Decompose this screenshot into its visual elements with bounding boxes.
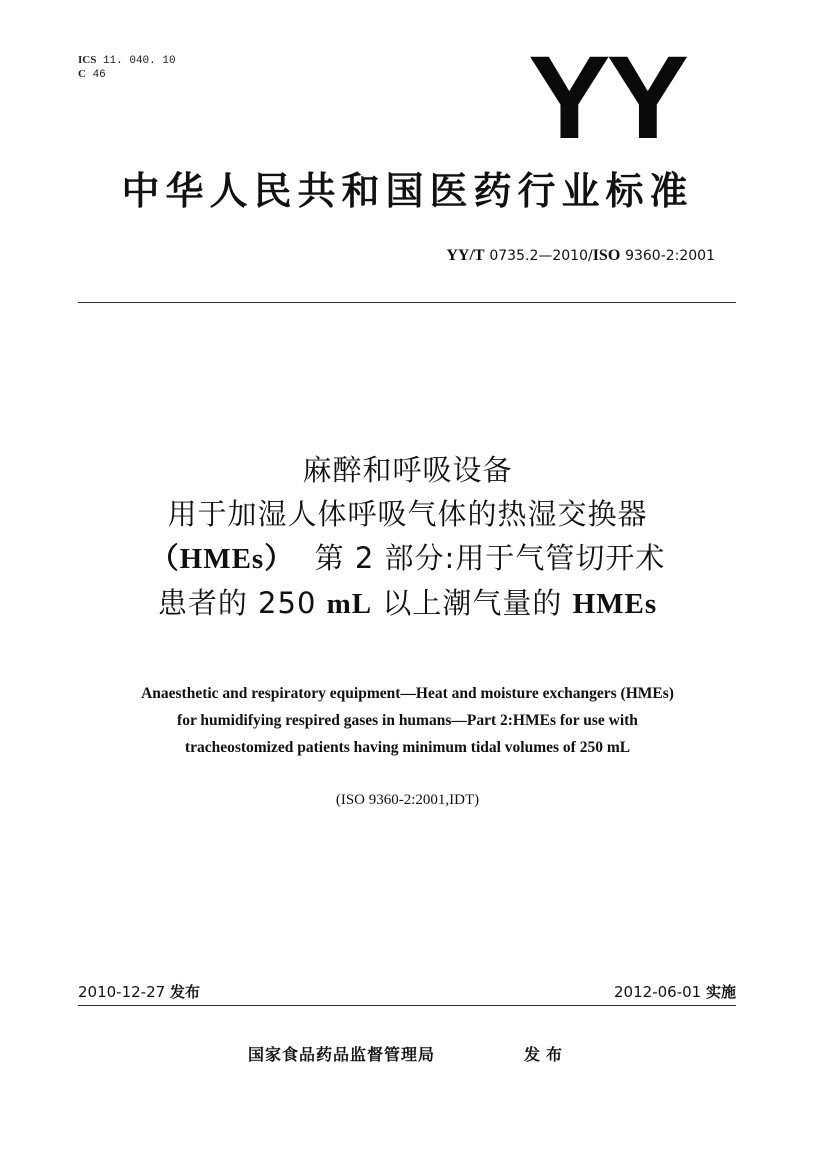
- english-title: [0, 680, 815, 761]
- iso-number: 9360-2:2001: [625, 248, 715, 264]
- hmes-term: HMEs: [572, 588, 658, 620]
- issue-date-value: 2010-12-27: [78, 983, 166, 1001]
- classification-codes: [78, 54, 176, 82]
- chinese-title-line-2: 用于加湿人体呼吸气体的热湿交换器: [167, 497, 648, 531]
- standard-category-title: 中华人民共和国医药行业标准: [121, 169, 694, 213]
- iso-label: ISO: [592, 247, 621, 264]
- ics-label: ICS: [78, 54, 97, 66]
- english-title-line-2: for humidifying respired gases in humans—Part 2:HMEs for use with: [177, 712, 638, 729]
- title-line4-text-b: 以上潮气量的: [372, 586, 573, 620]
- chinese-title-line-4: [0, 581, 815, 626]
- implementation-date-value: 2012-06-01: [614, 983, 702, 1001]
- standard-code: 0735.2—2010/: [489, 248, 593, 264]
- chinese-title-line-3: [0, 536, 815, 581]
- implementation-label: 实施: [705, 983, 736, 1001]
- publisher-action: 发布: [524, 1045, 569, 1064]
- title-line4-text-a: 患者的 250: [157, 586, 327, 620]
- english-title-line-3: tracheostomized patients having minimum tidal volumes of 250 mL: [184, 739, 631, 756]
- footer-divider: [78, 1005, 736, 1006]
- iso-equivalence: (ISO 9360-2:2001,IDT): [335, 792, 480, 808]
- standard-number: [446, 246, 715, 265]
- header-divider: [78, 302, 736, 303]
- ccs-label: C: [78, 68, 86, 80]
- ics-code-line: [78, 54, 176, 68]
- chinese-title: [0, 448, 815, 626]
- hmes-abbreviation: （HMEs）: [149, 543, 295, 575]
- part-subtitle: 第 2 部分:用于气管切开术: [294, 541, 666, 575]
- ccs-code-line: [78, 68, 176, 82]
- unit-ml: mL: [326, 588, 373, 620]
- issue-date: [78, 982, 200, 1002]
- issue-label: 发布: [169, 983, 200, 1001]
- publisher-name: 国家食品药品监督管理局: [248, 1045, 436, 1064]
- ics-code: 11. 040. 10: [102, 55, 176, 67]
- english-title-line-1: Anaesthetic and respiratory equipment—Heat and moisture exchangers (HMEs): [141, 685, 674, 702]
- standard-prefix: YY/T: [446, 247, 485, 264]
- ccs-code: 46: [92, 69, 106, 81]
- chinese-title-line-1: 麻醉和呼吸设备: [302, 453, 513, 487]
- implementation-date: [614, 982, 736, 1002]
- yy-standard-logo: YY: [528, 32, 685, 164]
